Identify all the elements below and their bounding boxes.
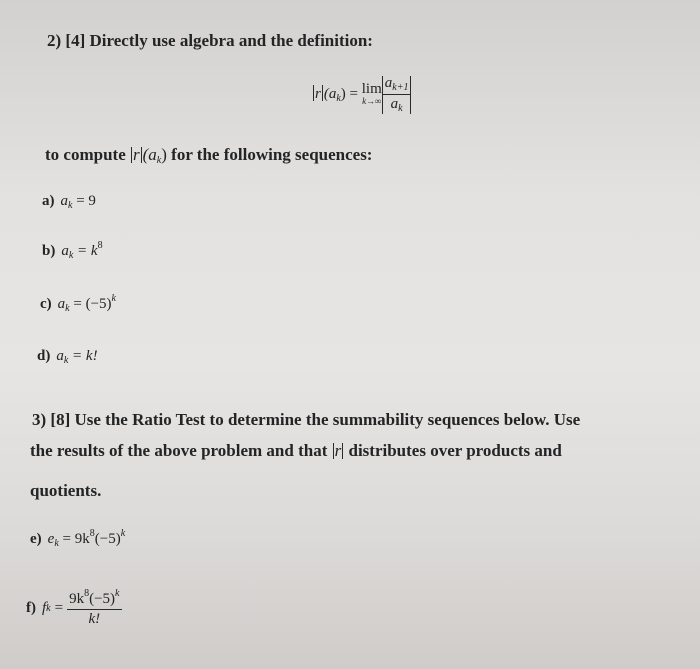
- sequence-item-b: b) $a_k = k^8$: [42, 240, 103, 261]
- r-definition-formula: r $(a_k)$ = lim k→∞ $\frac{a_{k+1}}{a_k}$: [312, 75, 411, 114]
- sequence-item-c: c) $a_k = (-5)^k$: [40, 293, 116, 314]
- q3-line-2: the results of the above problem and that r distributes over products and: [30, 441, 562, 460]
- q2-title: 2) [4] Directly use algebra and the definition:: [47, 31, 373, 50]
- series-item-f: f) f k = $\frac{9k^8(-5)^k}{k!}$: [26, 588, 120, 627]
- f-fraction: $\frac{9k^8(-5)^k}{k!}$: [69, 588, 120, 627]
- sequence-item-a: a) $a_k = 9$: [42, 193, 96, 211]
- sequence-item-d: d) $a_k = k$!: [37, 348, 98, 366]
- q3-line-1: 3) [8] Use the Ratio Test to determine the summability sequences below. Use: [32, 410, 581, 429]
- abs-bar: [322, 85, 323, 101]
- compute-instruction: to compute r $(a_k)$ for the following sequences:: [45, 145, 373, 166]
- r-symbol: r: [315, 85, 321, 102]
- ratio-fraction: $\frac{a_{k+1}}{a_k}$: [384, 75, 409, 114]
- series-item-e: e) $e_k = 9k^8(-5)^k$: [30, 528, 126, 549]
- limit-operator: lim k→∞: [361, 80, 382, 106]
- q3-line-3: quotients.: [30, 481, 102, 500]
- abs-bar: [313, 85, 314, 101]
